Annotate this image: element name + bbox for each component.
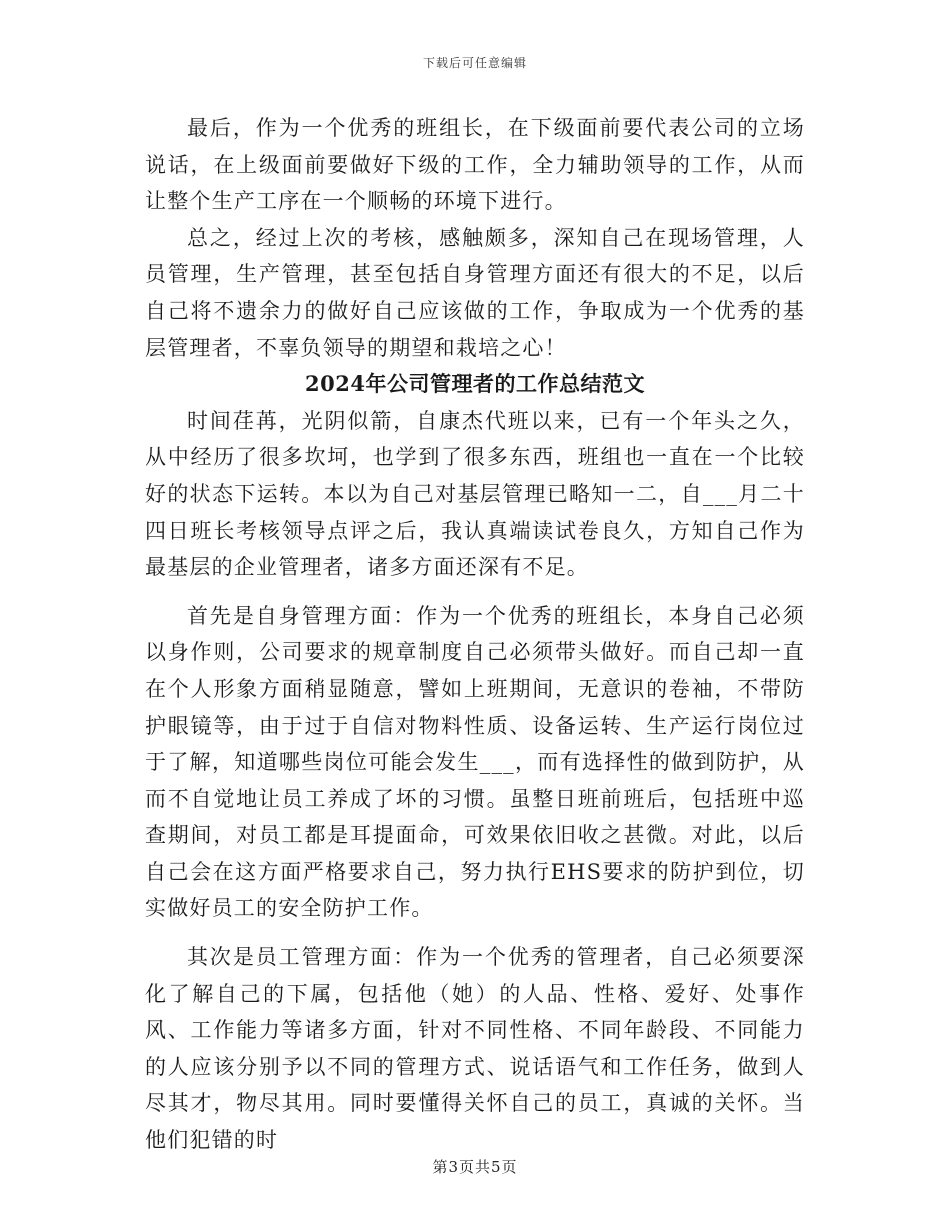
page-footer (0, 1156, 950, 1177)
page-number: 第3页共5页 (432, 1158, 518, 1176)
paragraph-self-management: 首先是自身管理方面：作为一个优秀的班组长，本身自己必须以身作则，公司要求的规章制度自己必须带头做好。而自己却一直在个人形象方面稍显随意，譬如上班期间，无意识的卷袖，不带防护眼镜等，由于过于自信对物料性质、设备运转、生产运行岗位过于了解，知道哪些岗位可能会发生___，而有选择性的做到防护，从而不自觉地让员工养成了坏的习惯。虽整日班前班后，包括班中巡查期间，对员工都是耳提面命，可效果依旧收之甚微。对此，以后自己会在这方面严格要求自己，努力执行EHS要求的防护到位，切实做好员工的安全防护工作。 (145, 603, 805, 921)
page-header (0, 54, 950, 71)
paragraph-conclusion-2: 总之，经过上次的考核，感触颇多，深知自己在现场管理，人员管理，生产管理，甚至包括自身管理方面还有很大的不足，以后自己将不遗余力的做好自己应该做的工作，争取成为一个优秀的基层管理者，不辜负领导的期望和栽培之心！ (145, 225, 805, 360)
paragraph-staff-management: 其次是员工管理方面：作为一个优秀的管理者，自己必须要深化了解自己的下属，包括他（她）的人品、性格、爱好、处事作风、工作能力等诸多方面，针对不同性格、不同年龄段、不同能力的人应该分别予以不同的管理方式、说话语气和工作任务，做到人尽其才，物尽其用。同时要懂得关怀自己的员工，真诚的关怀。当他们犯错的时 (145, 945, 805, 1153)
paragraph-spacer (145, 586, 805, 598)
document-body (145, 110, 805, 1159)
paragraph-spacer (145, 927, 805, 939)
paragraph-conclusion-1: 最后，作为一个优秀的班组长，在下级面前要代表公司的立场说话，在上级面前要做好下级的工作，全力辅助领导的工作，从而让整个生产工序在一个顺畅的环境下进行。 (145, 116, 805, 214)
paragraph-intro: 时间荏苒，光阴似箭，自康杰代班以来，已有一个年头之久，从中经历了很多坎坷，也学到了很多东西，班组也一直在一个比较好的状态下运转。本以为自己对基层管理已略知一二，自___月二十四日班长考核领导点评之后，我认真端读试卷良久，方知自己作为最基层的企业管理者，诸多方面还深有不足。 (145, 408, 805, 580)
section-title: 2024年公司管理者的工作总结范文 (305, 371, 645, 397)
header-text: 下载后可任意编辑 (422, 56, 527, 70)
